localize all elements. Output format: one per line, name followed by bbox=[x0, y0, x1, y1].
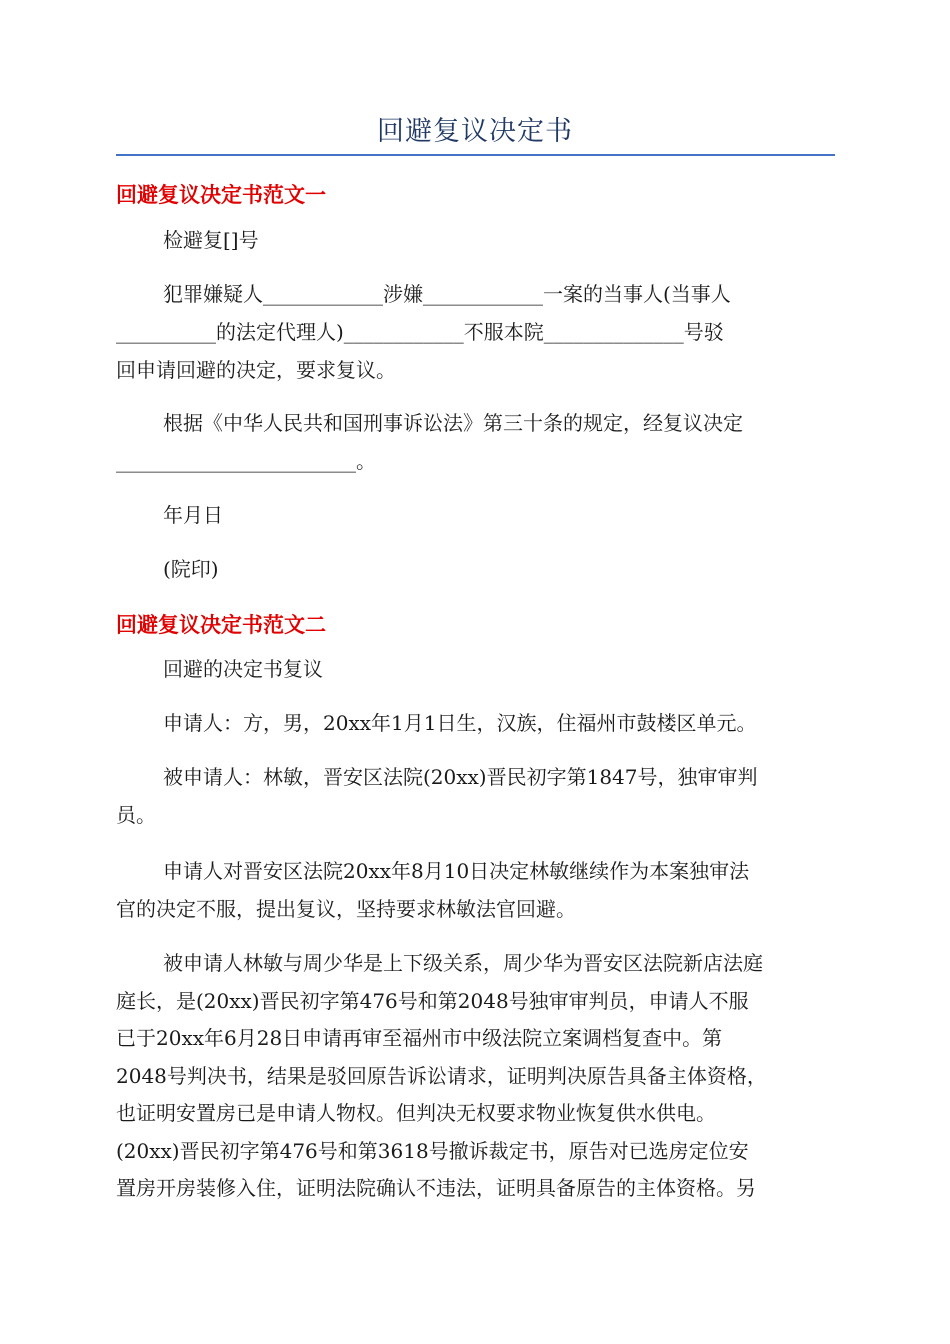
body-line-2: __________的法定代理人)____________不服本院______________号驳 bbox=[116, 320, 724, 344]
respondent-line-1: 被申请人：林敏，晋安区法院(20xx)晋民初字第1847号，独审审判 bbox=[163, 765, 758, 789]
reason-line-7: 置房开房装修入住，证明法院确认不违法，证明具备原告的主体资格。另 bbox=[116, 1176, 756, 1200]
body-line-3: 回申请回避的决定，要求复议。 bbox=[116, 358, 396, 382]
section-heading-1: 回避复议决定书范文一 bbox=[116, 183, 326, 207]
title-underline bbox=[116, 154, 835, 156]
body-line-1: 犯罪嫌疑人____________涉嫌____________一案的当事人(当事人 bbox=[163, 282, 731, 306]
statement-line-1: 申请人对晋安区法院20xx年8月10日决定林敏继续作为本案独审法 bbox=[163, 859, 750, 883]
document-title: 回避复议决定书 bbox=[377, 116, 573, 147]
basis-line-2: ________________________。 bbox=[116, 449, 376, 473]
reason-line-2: 庭长，是(20xx)晋民初字第476号和第2048号独审审判员，申请人不服 bbox=[116, 989, 749, 1013]
subtitle-line: 回避的决定书复议 bbox=[163, 657, 323, 681]
basis-line-1: 根据《中华人民共和国刑事诉讼法》第三十条的规定，经复议决定 bbox=[163, 411, 743, 435]
number-line: 检避复[]号 bbox=[163, 228, 259, 252]
reason-line-5: 也证明安置房已是申请人物权。但判决无权要求物业恢复供水供电。 bbox=[116, 1101, 716, 1125]
section-heading-2: 回避复议决定书范文二 bbox=[116, 613, 326, 637]
reason-line-3: 已于20xx年6月28日申请再审至福州市中级法院立案调档复查中。第 bbox=[116, 1026, 723, 1050]
date-line: 年月日 bbox=[163, 503, 223, 527]
seal-line: (院印) bbox=[163, 557, 219, 581]
statement-line-2: 官的决定不服，提出复议，坚持要求林敏法官回避。 bbox=[116, 897, 576, 921]
applicant-line: 申请人：方，男，20xx年1月1日生，汉族，住福州市鼓楼区单元。 bbox=[163, 711, 757, 735]
reason-line-1: 被申请人林敏与周少华是上下级关系，周少华为晋安区法院新店法庭 bbox=[163, 951, 763, 975]
respondent-line-2: 员。 bbox=[116, 803, 156, 827]
reason-line-6: (20xx)晋民初字第476号和第3618号撤诉裁定书，原告对已选房定位安 bbox=[116, 1139, 749, 1163]
reason-line-4: 2048号判决书，结果是驳回原告诉讼请求，证明判决原告具备主体资格， bbox=[116, 1064, 767, 1088]
